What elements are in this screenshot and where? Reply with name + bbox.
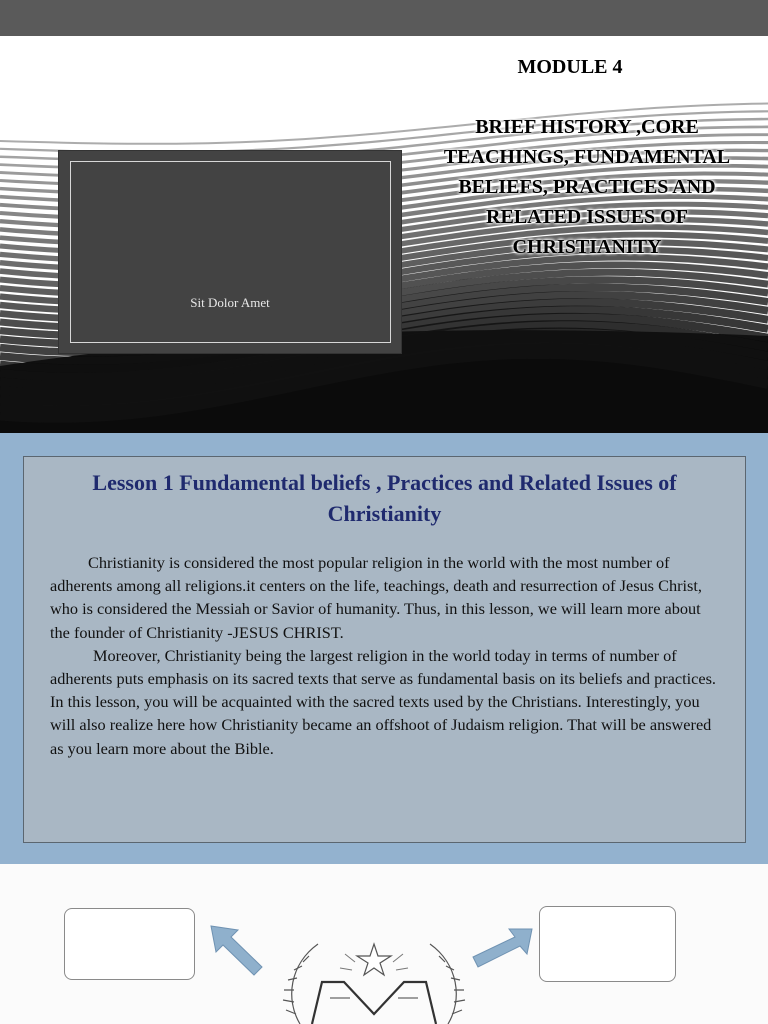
module-title-line: CHRISTIANITY — [512, 236, 662, 258]
lesson-card — [23, 456, 746, 843]
lesson-section — [0, 433, 768, 864]
module-label: MODULE 4 — [517, 56, 623, 78]
arrow-up-left-icon — [211, 926, 262, 975]
lesson-paragraph: Christianity is considered the most popular religion in the world with the most number of adherents among all religions.it centers on the life, teachings, death and resurrection of Jesus Christ, who is considered the Messiah or Savior of humanity. Thus, in this lesson, we will learn more about the founder of Christianity -JESUS CHRIST. — [50, 553, 702, 642]
module-title-line: BRIEF HISTORY ,CORE — [475, 116, 699, 138]
lesson-title: Lesson 1 Fundamental beliefs , Practices and Related Issues of Christianity — [92, 470, 677, 526]
hero-banner — [0, 36, 768, 433]
star-icon — [340, 944, 408, 975]
image-caption: Sit Dolor Amet — [190, 295, 270, 310]
module-title — [412, 112, 762, 262]
arrow-up-right-icon — [473, 929, 532, 967]
module-title-line: TEACHINGS, FUNDAMENTAL — [443, 146, 731, 168]
diagram-graphics — [0, 864, 768, 1024]
image-caption-layer — [58, 150, 402, 354]
lesson-body — [50, 551, 723, 760]
top-bar — [0, 0, 768, 36]
diagram-section — [0, 864, 768, 1024]
module-title-line: BELIEFS, PRACTICES AND — [458, 176, 716, 198]
lesson-paragraph: Moreover, Christianity being the largest religion in the world today in terms of number of adherents puts emphasis on its sacred texts that serve as fundamental basis on its beliefs and practices. In this lesson, you will be acquainted with the sacred texts used by the Christians. Interestingly, you will also realize here how Christianity became an offshoot of Judaism religion. That will be answered as you learn more about the Bible. — [50, 645, 716, 758]
module-title-line: RELATED ISSUES OF — [486, 206, 688, 228]
